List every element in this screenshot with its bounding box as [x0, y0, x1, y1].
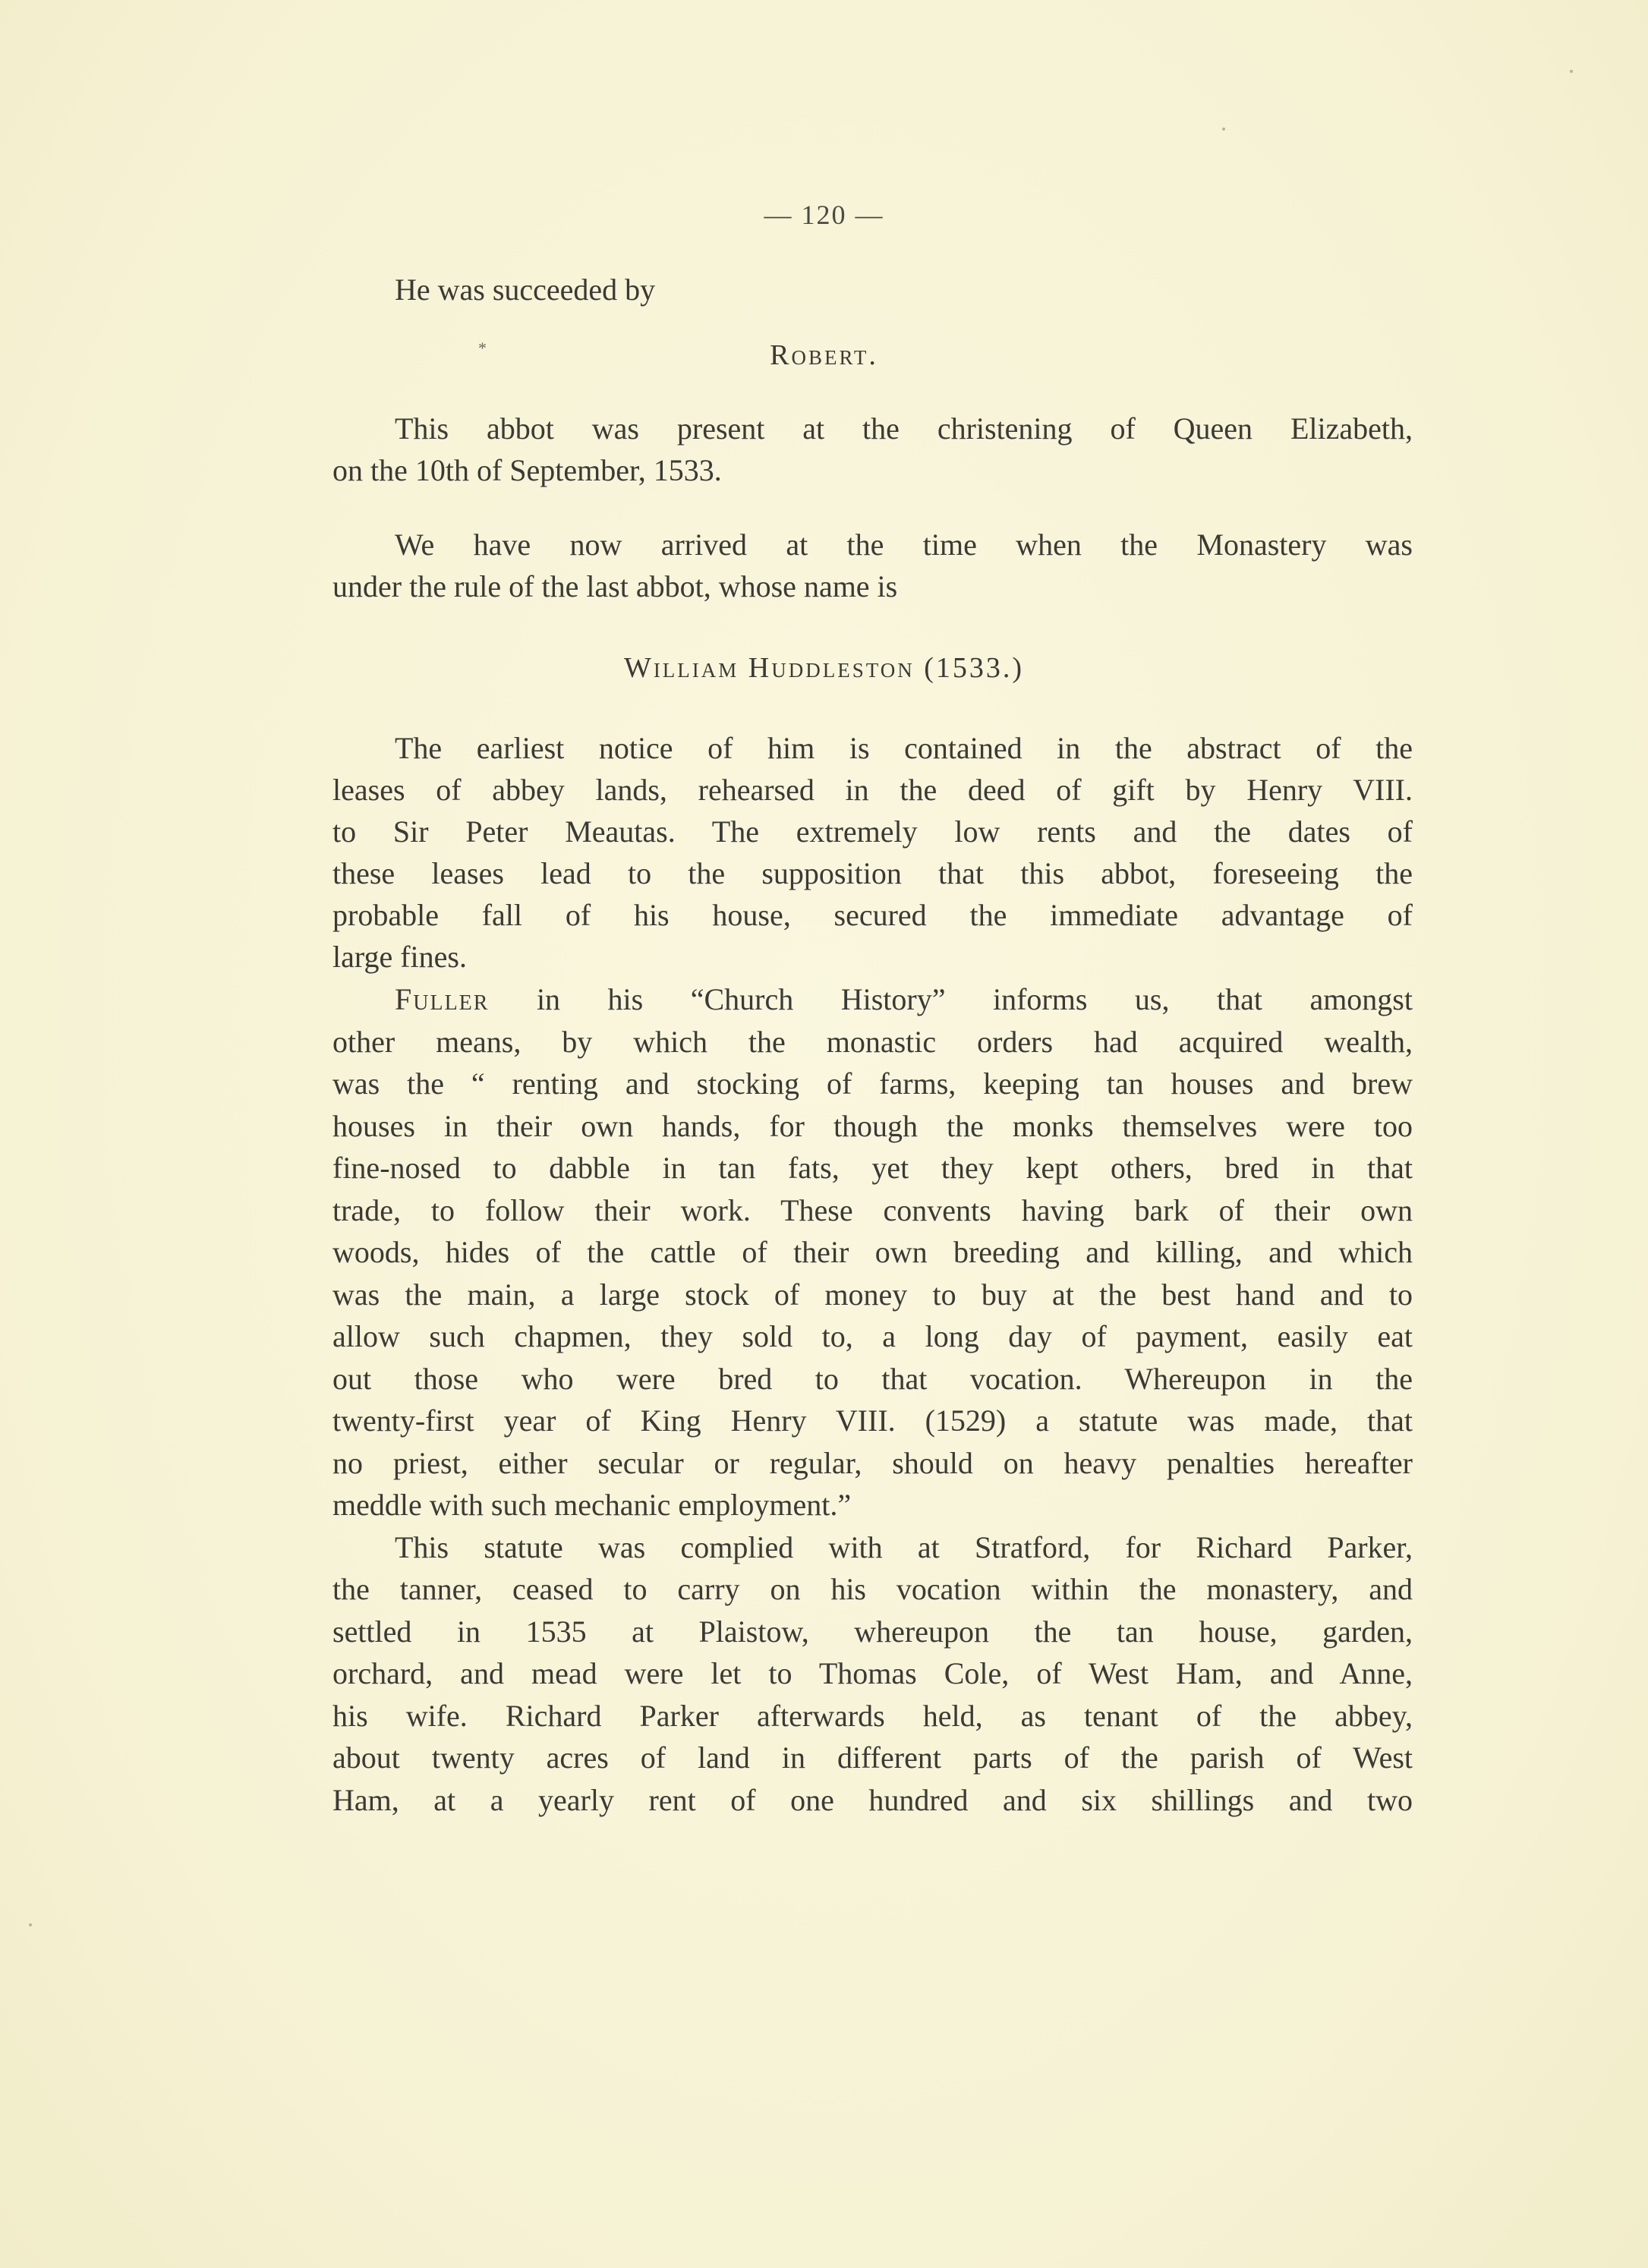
paragraph-line: We have now arrived at the time when the Monastery was	[395, 528, 1413, 562]
paragraph-line: orchard, and mead were let to Thomas Cole, of West Ham, and Anne,	[332, 1656, 1413, 1690]
paragraph-line: probable fall of his house, secured the immediate advantage of	[332, 898, 1413, 932]
paragraph-line: his wife. Richard Parker afterwards held, as tenant of the abbey,	[332, 1699, 1413, 1733]
paragraph-line: The earliest notice of him is contained in the abstract of the	[395, 731, 1413, 765]
paragraph-line: Ham, at a yearly rent of one hundred and six shillings and two	[332, 1783, 1413, 1817]
paragraph-line: about twenty acres of land in different parts of the parish of West	[332, 1740, 1413, 1775]
author-name-fuller: Fuller	[395, 982, 490, 1016]
paragraph-line: twenty-first year of King Henry VIII. (1529) a statute was made, that	[332, 1403, 1413, 1438]
fuller-line-text: in his “Church History” informs us, that amongst	[489, 982, 1413, 1016]
paragraph-line: houses in their own hands, for though the monks themselves were too	[332, 1109, 1413, 1143]
paragraph-line: meddle with such mechanic employment.”	[332, 1488, 852, 1522]
paragraph-line: the tanner, ceased to carry on his vocation within the monastery, and	[332, 1572, 1413, 1606]
paragraph-line: leases of abbey lands, rehearsed in the deed of gift by Henry VIII.	[332, 773, 1413, 807]
paragraph-line: fine-nosed to dabble in tan fats, yet they kept others, bred in that	[332, 1151, 1413, 1185]
paragraph-line: settled in 1535 at Plaistow, whereupon the tan house, garden,	[332, 1614, 1413, 1649]
paper-speck	[1570, 70, 1573, 73]
paragraph-line: trade, to follow their work. These convents having bark of their own	[332, 1193, 1413, 1227]
paragraph-line: these leases lead to the supposition that this abbot, foreseeing the	[332, 856, 1413, 890]
paragraph-line: no priest, either secular or regular, should on heavy penalties hereafter	[332, 1446, 1413, 1480]
paragraph-line: allow such chapmen, they sold to, a long day of payment, easily eat	[332, 1319, 1413, 1353]
paragraph-line: other means, by which the monastic orders had acquired wealth,	[332, 1025, 1413, 1059]
paper-speck	[1222, 128, 1225, 131]
paragraph-line: This abbot was present at the christening of Queen Elizabeth,	[395, 411, 1413, 446]
paragraph-line: woods, hides of the cattle of their own breeding and killing, and which	[332, 1235, 1413, 1269]
paper-speck	[29, 1923, 32, 1926]
paragraph-line: out those who were bred to that vocation. Whereupon in the	[332, 1362, 1413, 1396]
page-number: — 120 —	[764, 200, 884, 230]
intro-line: He was succeeded by	[395, 272, 656, 307]
paragraph-line: large fines.	[332, 940, 467, 974]
paragraph-line: to Sir Peter Meautas. The extremely low rents and the dates of	[332, 814, 1413, 849]
printers-mark: *	[478, 339, 487, 358]
paragraph-line-fuller	[395, 978, 1413, 1020]
heading-robert: Robert.	[770, 339, 878, 371]
paragraph-line: was the main, a large stock of money to buy at the best hand and to	[332, 1277, 1413, 1312]
paragraph-line: on the 10th of September, 1533.	[332, 453, 722, 487]
heading-william-huddleston: William Huddleston (1533.)	[623, 652, 1025, 684]
paragraph-line: This statute was complied with at Stratford, for Richard Parker,	[395, 1530, 1413, 1564]
paragraph-line: under the rule of the last abbot, whose name is	[332, 569, 898, 603]
paragraph-line: was the “ renting and stocking of farms, keeping tan houses and brew	[332, 1066, 1413, 1101]
